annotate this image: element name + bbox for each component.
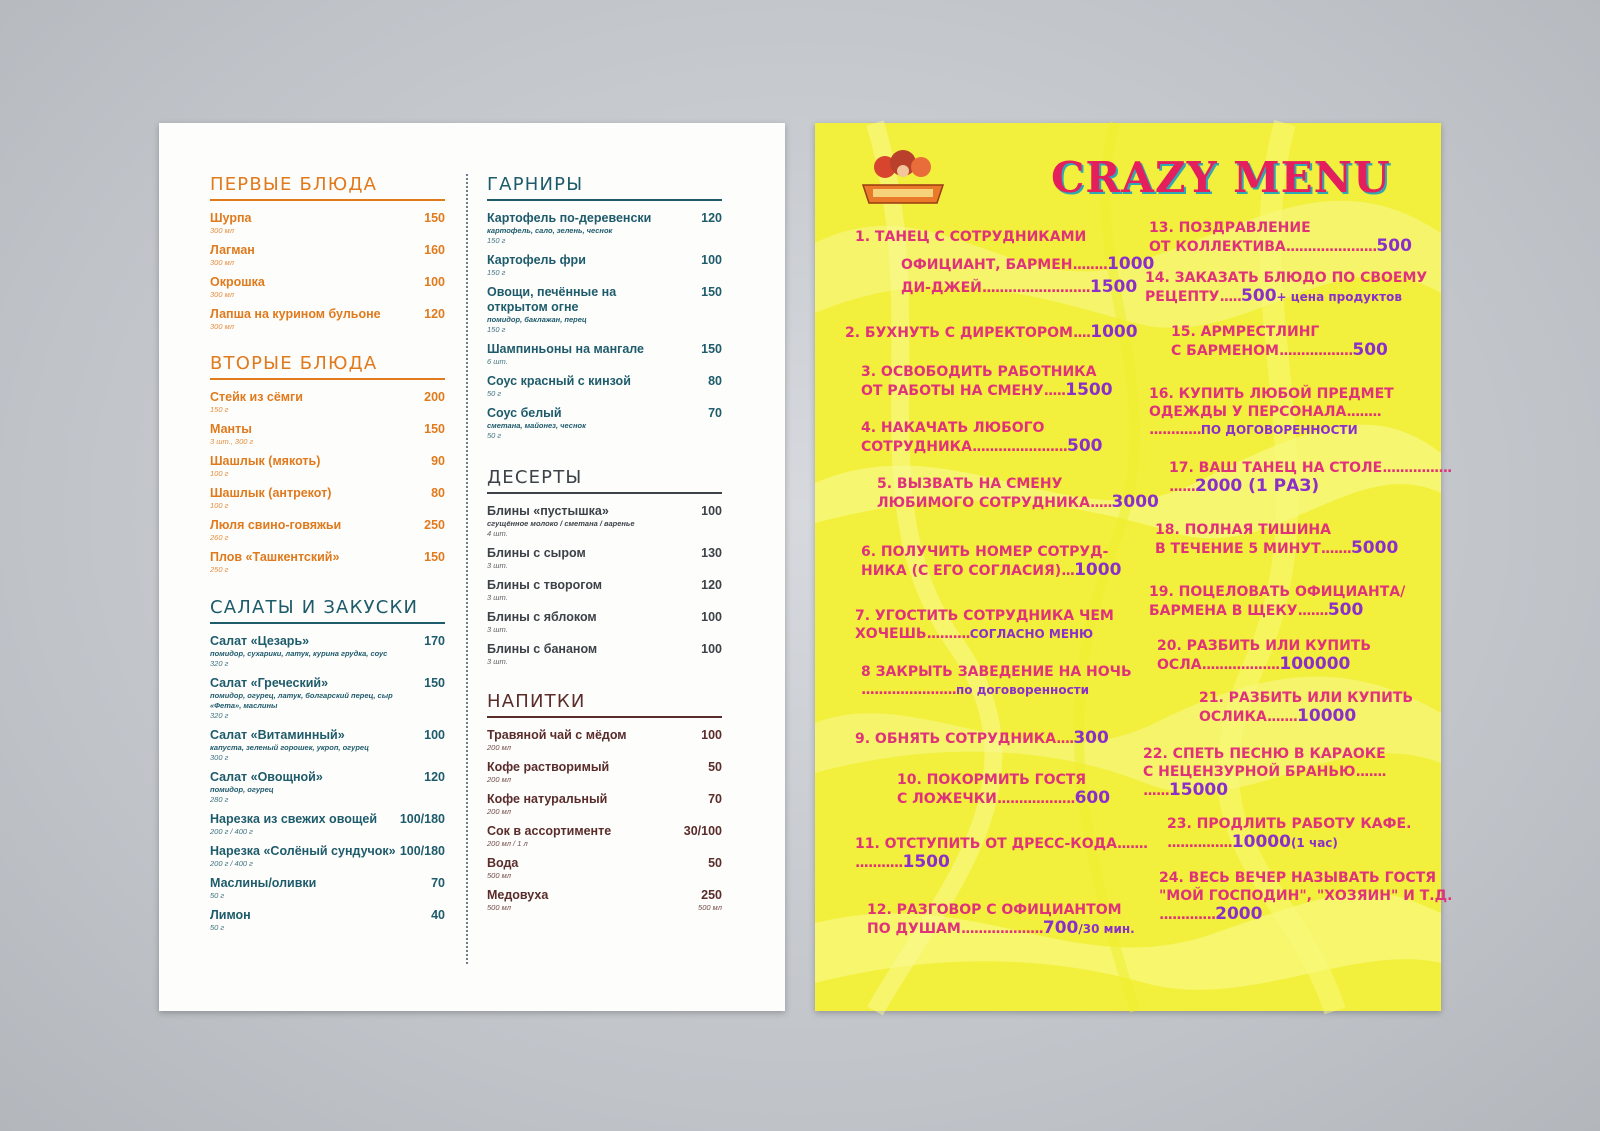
menu-item-row [210,728,445,743]
menu-item [487,578,722,603]
menu-item [210,518,445,543]
menu-item-name: Окрошка [210,275,265,289]
menu-item-price: 170 [424,634,445,648]
menu-item-portion: 3 шт. [487,561,508,570]
menu-item-price: 100 [424,275,445,289]
menu-item-name: Травяной чай с мёдом [487,728,627,742]
menu-item-name: Шурпа [210,211,252,225]
menu-item [487,642,722,667]
menu-item-name: Манты [210,422,252,436]
menu-item-name: Салат «Витаминный» [210,728,345,742]
crazy-item-12: 12. РАЗГОВОР С ОФИЦИАНТОМ ПО ДУШАМ...................700/30 мин. [867,902,1135,938]
menu-item-name: Стейк из сёмги [210,390,303,404]
menu-item-ingredients: помидор, сухарики, латук, курина грудка, соус [210,649,388,658]
menu-item-portion: 100 г [210,469,229,478]
menu-item-row [487,285,722,315]
menu-item-price: 80 [708,374,722,388]
menu-item-portion-row [210,322,445,332]
menu-item-row [210,634,445,649]
menu-item-row [210,676,445,691]
menu-item-name: Нарезка из свежих овощей [210,812,378,826]
section-items [210,211,445,332]
menu-item-row [487,888,722,903]
menu-item-portion: 300 мл [210,322,234,331]
menu-item-row [487,211,722,226]
menu-item-name: Салат «Цезарь» [210,634,310,648]
menu-item-row [210,307,445,322]
menu-item-name: Люля свино-говяжьи [210,518,342,532]
section-items [210,634,445,933]
crazy-item-3: 3. ОСВОБОДИТЬ РАБОТНИКА ОТ РАБОТЫ НА СМЕНУ.....1500 [861,364,1113,400]
menu-item-row [487,824,722,839]
menu-item-portion: 250 г [210,565,229,574]
cafe-logo [857,145,949,209]
menu-item-price: 120 [701,578,722,592]
menu-item-portion: 200 мл [487,775,511,784]
menu-item-price: 80 [431,486,445,500]
menu-item-portion: 6 шт. [487,357,508,366]
menu-item [210,486,445,511]
menu-item-portion: 50 г [210,923,225,932]
menu-item-portion-row [210,533,445,543]
menu-item-price: 160 [424,243,445,257]
menu-item-price: 40 [431,908,445,922]
menu-item-portion-row [487,807,722,817]
regular-menu-sheet [159,123,785,1011]
crazy-item-22: 22. СПЕТЬ ПЕСНЮ В КАРАОКЕ С НЕЦЕНЗУРНОЙ БРАНЬЮ....... ......15000 [1143,746,1386,800]
menu-item-name: Блины «пустышка» [487,504,609,518]
menu-item-row [487,610,722,625]
menu-item-row [210,550,445,565]
crazy-item-14: 14. ЗАКАЗАТЬ БЛЮДО ПО СВОЕМУ РЕЦЕПТУ.....500+ цена продуктов [1145,270,1428,306]
menu-item-portion-row [487,325,722,335]
menu-item-portion: 150 г [210,405,229,414]
menu-item-row [210,876,445,891]
menu-item-portion: 300 мл [210,226,234,235]
menu-item-portion: 50 г [210,891,225,900]
menu-item-portion: 200 мл [487,743,511,752]
menu-item-ingredients: картофель, сало, зелень, чеснок [487,226,613,235]
menu-item-portion: 320 г [210,659,229,668]
menu-item-row [487,342,722,357]
menu-item-row [210,812,445,827]
menu-item-portion: 200 г / 400 г [210,827,253,836]
menu-item [210,770,445,805]
menu-item-price: 100/180 [399,812,445,826]
menu-item-portion: 500 мл [487,903,511,912]
menu-item-name: Нарезка «Солёный сундучок» [210,844,396,858]
menu-item-name: Блины с сыром [487,546,586,560]
menu-item-portion: 200 мл / 1 л [487,839,528,848]
menu-item-ingredients: сметана, майонез, чеснок [487,421,586,430]
menu-item-row [487,578,722,593]
menu-item-row [487,253,722,268]
menu-item-portion-row [210,923,445,933]
menu-item-price: 150 [424,422,445,436]
crazy-item-21: 21. РАЗБИТЬ ИЛИ КУПИТЬ ОСЛИКА.......10000 [1199,690,1414,726]
menu-item-portion-row [487,268,722,278]
crazy-item-9: 9. ОБНЯТЬ СОТРУДНИКА....300 [855,728,1109,748]
menu-item-portion-row [210,469,445,479]
section-title: НАПИТКИ [487,691,722,718]
menu-item-portion: 100 г [210,501,229,510]
menu-item-row [210,454,445,469]
crazy-item-10: 10. ПОКОРМИТЬ ГОСТЯ С ЛОЖЕЧКИ..................600 [897,772,1111,808]
crazy-item-1: 1. ТАНЕЦ С СОТРУДНИКАМИ [855,229,1087,245]
menu-item-ingredients: помидор, баклажан, перец [487,315,587,324]
section-title: ДЕСЕРТЫ [487,467,722,494]
menu-item-name: Сок в ассортименте [487,824,612,838]
menu-item-portion-row [210,258,445,268]
menu-item-ingredients: помидор, огурец, латук, болгарский перец, сыр «Фета», маслины [210,691,393,710]
section-title: САЛАТЫ И ЗАКУСКИ [210,597,445,624]
menu-item-name: Шашлык (антрекот) [210,486,332,500]
menu-item-portion: 260 г [210,533,229,542]
section-items [487,211,722,441]
crazy-menu-sheet [815,123,1453,1011]
section-items [210,390,445,575]
menu-item-name: Кофе натуральный [487,792,608,806]
menu-item-portion-row [210,565,445,575]
menu-item-portion: 50 г [487,431,502,440]
menu-item [487,888,722,913]
menu-item-portion-right: 500 мл [698,903,722,912]
menu-item-price: 100 [701,610,722,624]
crazy-item-20: 20. РАЗБИТЬ ИЛИ КУПИТЬ ОСЛА..................100000 [1157,638,1372,674]
menu-item [210,844,445,869]
menu-section [487,467,722,674]
menu-item-name: Овощи, печённые на открытом огне [487,285,617,314]
menu-item-portion-row [487,775,722,785]
crazy-item-5: 5. ВЫЗВАТЬ НА СМЕНУ ЛЮБИМОГО СОТРУДНИКА.....3000 [877,476,1159,512]
section-title: ВТОРЫЕ БЛЮДА [210,353,445,380]
menu-item [487,253,722,278]
menu-item-name: Салат «Овощной» [210,770,323,784]
menu-item [210,634,445,669]
menu-item-name: Кофе растворимый [487,760,610,774]
crazy-item-16: 16. КУПИТЬ ЛЮБОЙ ПРЕДМЕТ ОДЕЖДЫ У ПЕРСОНАЛА........ ............ПО ДОГОВОРЕННОСТИ [1149,386,1394,438]
menu-item-price: 120 [701,211,722,225]
menu-item-row [210,486,445,501]
crazy-item-24: 24. ВЕСЬ ВЕЧЕР НАЗЫВАТЬ ГОСТЯ "МОЙ ГОСПОДИН", "ХОЗЯИН" И Т.Д. .............2000 [1159,870,1453,924]
menu-item-price: 90 [431,454,445,468]
menu-item-name: Картофель по-деревенски [487,211,652,225]
menu-item-price: 70 [708,792,722,806]
menu-item-portion: 300 мл [210,258,234,267]
menu-item-portion-row [210,827,445,837]
menu-item-price: 150 [424,550,445,564]
menu-item-price: 100 [701,728,722,742]
menu-item-portion: 200 мл [487,807,511,816]
menu-item-name: Вода [487,856,519,870]
menu-item-portion-row [210,659,445,669]
menu-item-row [210,844,445,859]
menu-item [210,307,445,332]
menu-item [210,876,445,901]
menu-item [210,454,445,479]
menu-item-portion-row [210,290,445,300]
menu-item-ingredients: капуста, зеленый горошек, укроп, огурец [210,743,369,752]
column-divider [466,174,468,964]
menu-item-row [487,792,722,807]
menu-item-portion-row [487,357,722,367]
menu-item-price: 70 [708,406,722,420]
menu-item-name: Маслины/оливки [210,876,317,890]
section-items [487,728,722,913]
menu-item-portion-row [487,903,722,913]
menu-item-portion-row [487,389,722,399]
menu-item-portion-row [210,891,445,901]
menu-item-portion-row [487,657,722,667]
section-title: ГАРНИРЫ [487,174,722,201]
crazy-item-1b: ДИ-ДЖЕЙ.........................1500 [901,277,1138,297]
menu-item-row [210,243,445,258]
section-title: ПЕРВЫЕ БЛЮДА [210,174,445,201]
menu-item-row [487,504,722,519]
menu-item-portion-row [210,226,445,236]
menu-item-portion: 300 г [210,753,229,762]
menu-item-name: Блины с бананом [487,642,598,656]
menu-item [487,285,722,335]
menu-item-row [210,211,445,226]
menu-section [210,174,445,339]
menu-item-row [210,422,445,437]
menu-item-name: Лапша на курином бульоне [210,307,381,321]
menu-item [210,390,445,415]
menu-item [210,211,445,236]
menu-item-name: Соус красный с кинзой [487,374,631,388]
menu-item-portion-row [210,405,445,415]
menu-item-price: 50 [708,856,722,870]
menu-item-portion-row [210,501,445,511]
menu-item-portion: 280 г [210,795,229,804]
menu-item-price: 50 [708,760,722,774]
menu-item-portion-row [487,871,722,881]
menu-item-portion: 200 г / 400 г [210,859,253,868]
menu-item-portion: 320 г [210,711,229,720]
menu-item [487,342,722,367]
menu-item [487,792,722,817]
menu-item-portion: 4 шт. [487,529,508,538]
menu-item-portion: 3 шт. [487,657,508,666]
menu-item-portion: 300 мл [210,290,234,299]
menu-item-portion: 150 г [487,268,506,277]
menu-item-row [487,374,722,389]
menu-item-portion-row [210,711,445,721]
menu-item-ingredients: помидор, огурец [210,785,274,794]
menu-item [487,374,722,399]
menu-item-price: 100 [701,504,722,518]
crazy-item-19: 19. ПОЦЕЛОВАТЬ ОФИЦИАНТА/ БАРМЕНА В ЩЕКУ.......500 [1149,584,1406,620]
menu-item [210,728,445,763]
crazy-item-1a: ОФИЦИАНТ, БАРМЕН........1000 [901,254,1155,274]
menu-item-row [210,275,445,290]
menu-item-name: Медовуха [487,888,549,902]
menu-item-portion-row [487,743,722,753]
menu-item [210,275,445,300]
menu-item-row [487,406,722,421]
menu-item-price: 150 [424,676,445,690]
menu-item-row [210,518,445,533]
menu-item-portion-row [487,529,722,539]
crazy-item-4: 4. НАКАЧАТЬ ЛЮБОГО СОТРУДНИКА......................500 [861,420,1103,456]
crazy-item-13: 13. ПОЗДРАВЛЕНИЕ ОТ КОЛЛЕКТИВА.....................500 [1149,220,1412,256]
menu-item-portion-row [487,431,722,441]
menu-item-portion-row [210,795,445,805]
menu-item [487,856,722,881]
crazy-item-23: 23. ПРОДЛИТЬ РАБОТУ КАФЕ. ...............10000(1 час) [1167,816,1412,852]
crazy-item-17: 17. ВАШ ТАНЕЦ НА СТОЛЕ................ ......2000 (1 РАЗ) [1169,460,1452,496]
menu-item-row [210,908,445,923]
menu-item [487,760,722,785]
menu-item-name: Шашлык (мякоть) [210,454,321,468]
menu-item-portion: 3 шт. [487,625,508,634]
menu-section [210,597,445,940]
menu-item-ingredients: сгущённое молоко / сметана / варенье [487,519,635,528]
menu-item-row [487,728,722,743]
menu-item-portion-row [487,593,722,603]
menu-item-price: 250 [701,888,722,902]
menu-item [487,211,722,246]
menu-item-row [487,760,722,775]
menu-item [487,610,722,635]
menu-item-portion-row [487,625,722,635]
menu-item-price: 100 [701,642,722,656]
menu-item-portion-row [487,236,722,246]
menu-item-price: 100/180 [399,844,445,858]
menu-item-row [210,770,445,785]
menu-item-price: 100 [424,728,445,742]
menu-item-name: Картофель фри [487,253,586,267]
menu-item-name: Плов «Ташкентский» [210,550,340,564]
crazy-item-7: 7. УГОСТИТЬ СОТРУДНИКА ЧЕМ ХОЧЕШЬ..........СОГЛАСНО МЕНЮ [855,608,1114,642]
menu-item [210,243,445,268]
menu-section [487,174,722,448]
menu-item-price: 120 [424,307,445,321]
menu-item [487,728,722,753]
crazy-item-8: 8 ЗАКРЫТЬ ЗАВЕДЕНИЕ НА НОЧЬ ......................по договоренности [861,664,1132,698]
menu-item-portion: 50 г [487,389,502,398]
menu-item-price: 250 [424,518,445,532]
menu-item-price: 200 [424,390,445,404]
menu-item-portion-row [210,753,445,763]
menu-item-portion-row [487,561,722,571]
crazy-item-2: 2. БУХНУТЬ С ДИРЕКТОРОМ....1000 [845,322,1138,342]
menu-item-row [487,642,722,657]
crazy-item-11: 11. ОТСТУПИТЬ ОТ ДРЕСС-КОДА....... ...........1500 [855,836,1148,872]
menu-item [210,676,445,721]
menu-item [487,824,722,849]
menu-item-name: Соус белый [487,406,562,420]
crazy-item-6: 6. ПОЛУЧИТЬ НОМЕР СОТРУД- НИКА (С ЕГО СОГЛАСИЯ)...1000 [861,544,1122,580]
menu-section [487,691,722,920]
menu-item-portion: 150 г [487,325,506,334]
menu-item-name: Лимон [210,908,251,922]
menu-item-portion-row [210,859,445,869]
menu-item-price: 150 [701,342,722,356]
menu-section [210,353,445,582]
menu-item [487,546,722,571]
menu-item-name: Салат «Греческий» [210,676,329,690]
menu-item [210,422,445,447]
menu-item-row [487,856,722,871]
crazy-menu-title: CRAZY MENU [1051,153,1391,202]
menu-item-name: Блины с яблоком [487,610,597,624]
menu-item [210,550,445,575]
menu-item [210,908,445,933]
menu-item-name: Шампиньоны на мангале [487,342,645,356]
menu-item-portion: 500 мл [487,871,511,880]
section-items [487,504,722,667]
menu-item-name: Лагман [210,243,255,257]
menu-item-price: 120 [424,770,445,784]
menu-item-portion: 3 шт., 300 г [210,437,254,446]
menu-item-portion: 3 шт. [487,593,508,602]
menu-item-portion-row [210,437,445,447]
crazy-item-18: 18. ПОЛНАЯ ТИШИНА В ТЕЧЕНИЕ 5 МИНУТ.......5000 [1155,522,1399,558]
menu-item [487,504,722,539]
menu-item-row [210,390,445,405]
menu-item-price: 30/100 [683,824,722,838]
menu-item-price: 130 [701,546,722,560]
menu-item-price: 150 [424,211,445,225]
menu-item-price: 100 [701,253,722,267]
menu-item [210,812,445,837]
menu-item-portion: 150 г [487,236,506,245]
menu-item-price: 70 [431,876,445,890]
menu-item-name: Блины с творогом [487,578,603,592]
menu-item-row [487,546,722,561]
menu-item-portion-row [487,839,722,849]
crazy-item-15: 15. АРМРЕСТЛИНГ С БАРМЕНОМ.................500 [1171,324,1388,360]
menu-item-price: 150 [701,285,722,299]
menu-item [487,406,722,441]
